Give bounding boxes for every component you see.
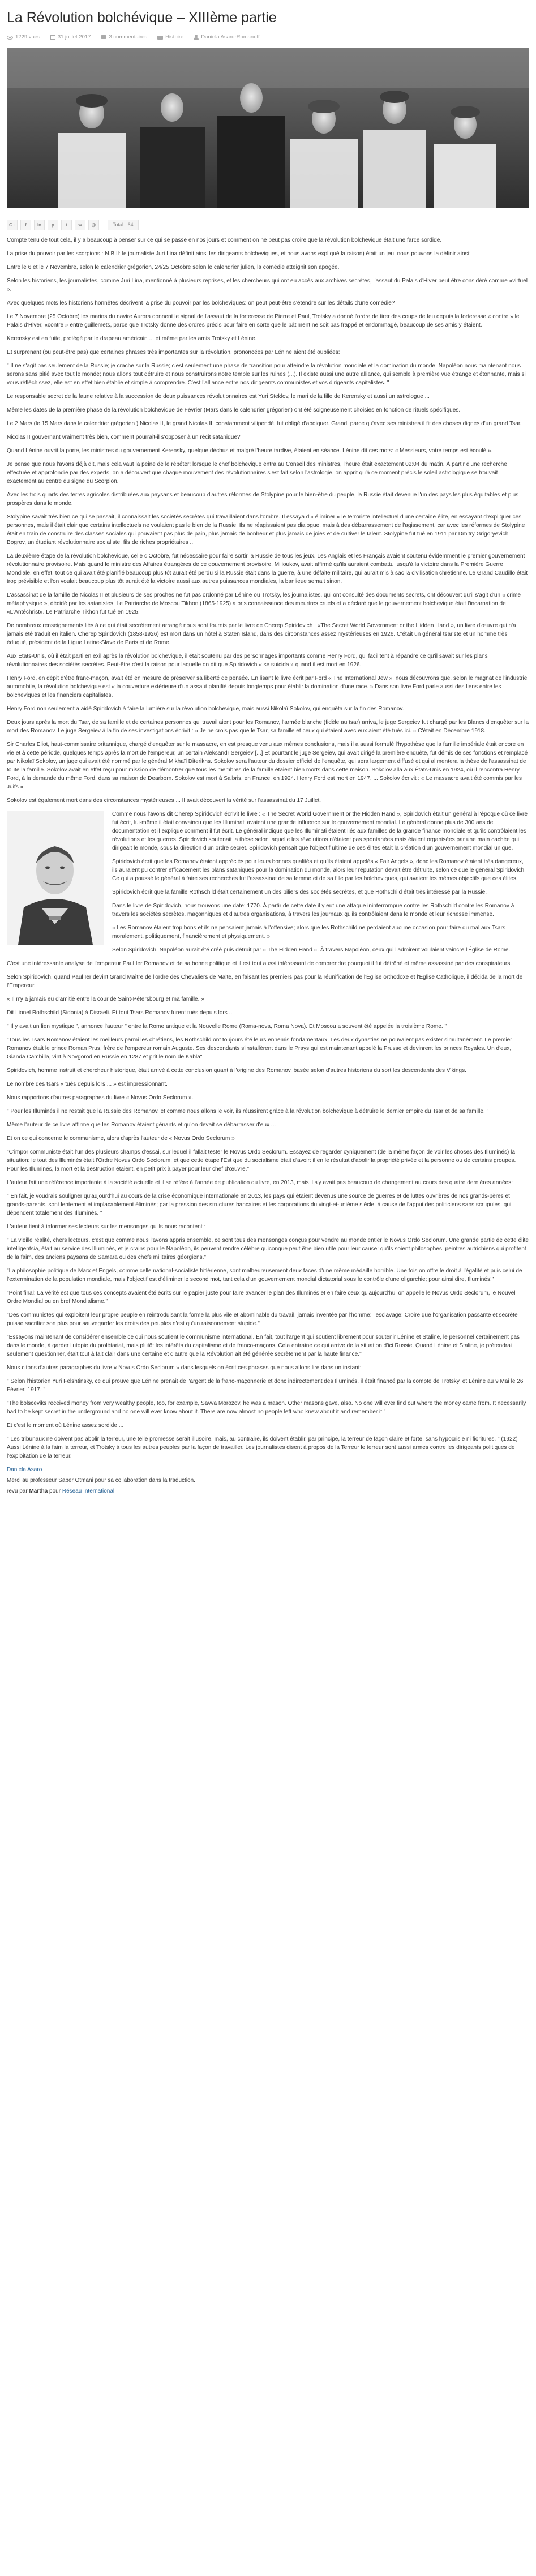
paragraph: " Il ne s'agit pas seulement de la Russie; je crache sur la Russie; c'est seulement une phase de transition pour atteindre la révolution mondiale et la domination du monde. Napoléon nous maintenant nous serons sans pitié avec tout le monde; nous allons tout détruire et nous construirons notre temple sur les ruines (...). Il existe aussi une autre alliance, qui semble à première vue étrange et étonnante, mais si vous réfléchissez, elle est en effet bien établie et simple à comprendre. C'est l'alliance entre nos dirigeants communistes et vos dirigeants capitalistes. " <box>7 363 526 386</box>
paragraph: Le responsable secret de la faune relative à la succession de deux puissances révolutionnaires est Yuri Steklov, le mari de la fille de Kerensky et aussi un astrologue ... <box>7 393 430 400</box>
paragraph: Nous citons d'autres paragraphes du livre « Novus Ordo Seclorum » dans lesquels on écrit ces phrases que nous allons lire dans un instant: <box>7 1365 362 1371</box>
article-title: La Révolution bolchévique – XIIIème partie <box>7 10 277 25</box>
paragraph: L'auteur fait une référence importante à la société actuelle et il se réfère à l'année de publication du livre, en 2013, mais il s'y avait pas beaucoup de changement au cours des quatre dernières années: <box>7 1180 513 1186</box>
paragraph: Compte tenu de tout cela, il y a beaucoup à penser sur ce qui se passe en nos jours et comment on ne peut pas croire que la révolution bolchevique était une farce sordide. <box>7 237 442 243</box>
paragraph: Selon les historiens, les journalistes, comme Juri Lina, mentionné à plusieurs reprises, et les chercheurs qui ont eu accès aux archives secrètes, l'assaut du Palais d'Hiver peut être considéré comme «virtuel ». <box>7 278 528 293</box>
paragraph: Même les dates de la première phase de la révolution bolchevique de Février (Mars dans le calendrier grégorien) ont été soigneusement choisies en fonction de rituels spécifiques. <box>7 407 461 413</box>
share-button-twitter[interactable]: t <box>61 220 72 230</box>
meta-date <box>50 34 91 40</box>
paragraph: Nicolas II gouvernant vraiment très bien, comment pourrait-il s'opposer à un récit satanique? <box>7 434 241 440</box>
category-link[interactable]: Histoire <box>165 34 184 40</box>
paragraph: La deuxième étape de la révolution bolchevique, celle d'Octobre, fut nécessaire pour faire sortir la Russie de tous les jeux. Les Anglais et les Français avaient soutenu évidemment le premier gouvernement révolutionnaire provisoire. Mais quand le ministre des Affaires étrangères de ce gouvernement provisoire, Milioukov, avait affirmé qu'ils auraient combattu jusqu'à la victoire dans la Première Guerre Mondiale, en effet, tout ce qui avait été planifié beaucoup plus tôt aurait été perdu si la Russie était dans la guerre, à une défaite militaire, qui aurait mis à sac la civilisation chrétienne. Le Grand Caudillo était trop prévisible et l'on voulait beaucoup plus tôt aurait été la victoire aussi aux autres puissances mondiales, la banlieue semait sinon. <box>7 553 528 585</box>
review-prefix: revu par <box>7 1488 29 1494</box>
paragraph: Le 7 Novembre (25 Octobre) les marins du navire Aurora donnent le signal de l'assaut de la forteresse de Pierre et Paul, Trotsky a donné l'ordre de tirer des coups de feu depuis la forteresse « contre » le Palais d'Hiver, «contre » entre guillemets, parce que Trotsky donne des ordres précis pour faire en sorte que le bâtiment ne soit pas frappé et endommagé, beaucoup de ses amis y étaient. <box>7 314 520 328</box>
paragraph: « Les Romanov étaient trop bons et ils ne pensaient jamais à l'offensive; alors que les Rothschild ne perdaient aucune occasion pour faire du mal aux Tsars moralement, politiquement, financièrement et physiquement. » <box>112 925 506 940</box>
paragraph: C'est une intéressante analyse de l'empereur Paul Ier Romanov et de sa bonne politique et il est tout aussi intéressant de comprendre pourquoi il fut détrôné et même assassiné par des conspirateurs. <box>7 961 512 967</box>
hero-image <box>7 48 529 208</box>
paragraph: " Les tribunaux ne doivent pas abolir la terreur, une telle promesse serait illusoire, mais, au contraire, ils doivent établir, par principe, la terreur de façon claire et forte, sans hypocrisie ni fioritures. " (1922) Aussi Lénine à la faim la terreur, et Trotsky à tous les autres peuples par la façon de travailler. Les journalistes disent à propos de la Terreur le terreur sont aussi armes contre les dirigeants politiques de l'exploitation de la terreur. <box>7 1436 518 1459</box>
article-body <box>7 236 529 1495</box>
paragraph: Le nombre des tsars « tués depuis lors ... » est impressionnant. <box>7 1081 168 1087</box>
paragraph: L'assassinat de la famille de Nicolas II et plusieurs de ses proches ne fut pas ordonné par Lénine ou Trotsky, les journalistes, qui ont consulté des documents secrets, ont découvert qu'il s'agit d'un « crime métaphysique », décidé par les satanistes. Le Patriarche de Moscou Tikhon (1865-1925) a pris connaissance des meurtres cruels et a déclaré que le gouvernement bolchevique était l'incarnation de «L'Antéchrist». Le Patriarche Tikhon fut tué en 1925. <box>7 592 521 615</box>
paragraph: Henry Ford, en dépit d'être franc-maçon, avait été en mesure de préserver sa liberté de pensée. En lisant le livre écrit par Ford « The International Jew », nous découvrons que, selon le magnat de l'industrie automobile, la révolution bolchevique est « la couverture extérieure d'un assaut planifié depuis longtemps pour établir la domination d'une race. » Dans son livre Ford parle aussi des liens entre les bolcheviques et les financiers capitalistes. <box>7 675 528 698</box>
spiridovich-portrait <box>7 811 104 945</box>
paragraph: Spiridovich, homme instruit et chercheur historique, était arrivé à cette conclusion quant à l'origine des Romanov, basée selon d'autres historiens du sort les descendants des Vikings. <box>7 1068 466 1074</box>
paragraph: Quand Lénine ouvrit la porte, les ministres du gouvernement Kerensky, quelque déchus et malgré l'heure tardive, étaient en séance. Lénine dit ces mots: « Messieurs, votre temps est écoulé ». <box>7 448 493 454</box>
paragraph: Dit Lionel Rothschild (Sidonia) à Disraeli. Et tout Tsars Romanov furent tués depuis lors ... <box>7 1010 234 1016</box>
publish-date: 31 juillet 2017 <box>57 34 91 40</box>
paragraph: La prise du pouvoir par les scorpions : N.B.Il: le journaliste Juri Lina définit ainsi les dirigeants bolcheviques, et nous avons expliqué la raison) était un jeu, nous pouvons la définir ainsi: <box>7 251 471 257</box>
paragraph: Et c'est le moment où Lénine assez sordide ... <box>7 1422 124 1429</box>
share-button-google[interactable]: G+ <box>7 220 18 230</box>
paragraph: Avec quelques mots les historiens honnêtes décrivent la prise du pouvoir par les bolcheviques: on peut peut-être s'étendre sur les détails d'une comédie? <box>7 300 395 306</box>
reviewer-name: Martha <box>29 1488 48 1494</box>
meta-views <box>7 34 40 40</box>
author-signature[interactable]: Daniela Asaro <box>7 1467 42 1473</box>
share-button-email[interactable]: @ <box>88 220 99 230</box>
paragraph: "Essayons maintenant de considérer ensemble ce qui nous soutient le communisme international. En fait, tout l'argent qui soutient librement pour soutenir Lénine et Staline, le personnel certainement pas dans le monde, à garder l'utopie du prolétariat, mais plutôt les intérêts du capitalisme et de franco-maçons. Cela entraîne ce qui arrive de la situation d'ici Russie. Quand Lénine et Staline, je prétendrai seulement questionner, était tout à fait clair dans une certaine et d'autre que la Révolution ait été générée secrètement par la haute finance." <box>7 1334 520 1357</box>
paragraph: Deux jours après la mort du Tsar, de sa famille et de certaines personnes qui travaillaient pour les Romanov, l'armée blanche (fidèle au tsar) arriva, le juge Sergeiev fut chargé par les Blancs d'enquêter sur la mort des Romanov. Le juge Sergeiev à la fin de ses investigations écrivit : « Je ne crois pas que le Tsar, sa famille et ceux qui étaient avec eux aient été tués ici. » C'était en Décembre 1918. <box>7 719 529 734</box>
paragraph: Dans le livre de Spiridovich, nous trouvons une date: 1770. À partir de cette date il y eut une attaque ininterrompue contre les Rothschild contre les Romanov à travers les sociétés secrètes, maçonniques et d'autres organisations, à travers les journaux qu'ils contrôlaient dans le monde et leur richesse immense. <box>112 903 514 918</box>
article-meta <box>7 34 529 40</box>
paragraph: L'auteur tient à informer ses lecteurs sur les mensonges qu'ils nous racontent : <box>7 1224 206 1230</box>
paragraph: Nous rapportons d'autres paragraphes du livre « Novus Ordo Seclorum ». <box>7 1095 194 1101</box>
views-count: 1229 vues <box>15 34 40 40</box>
comment-icon <box>101 35 106 39</box>
paragraph: Aux États-Unis, où il était parti en exil après la révolution bolchevique, il était soutenu par des personnages importants comme Henry Ford, qui facilitent à répandre ce qu'il savait sur les plans révolutionnaires des sociétés secrètes. Peut-être c'est la raison pour laquelle on dit que Spiridovich « se suicida » quand il est mort en 1926. <box>7 653 488 668</box>
paragraph: " Il y avait un lien mystique ", annonce l'auteur " entre la Rome antique et la Nouvelle Rome (Roma-nova, Roma Nova). Et Moscou a souvent été appelée la troisième Rome. " <box>7 1023 447 1030</box>
review-middle: pour <box>48 1488 62 1494</box>
paragraph: "Tous les Tsars Romanov étaient les meilleurs parmi les chrétiens, les Rothschild ont toujours été leurs ennemis fondamentaux. Les deux dynasties ne pouvaient pas exister simultanément. Le premier Romanov était le prince Roman Prus, frère de l'empereur romain Auguste. Ses descendants s'installèrent dans le Prays qui est maintenant appelé la Prusse et devinrent les princes Royales. Un d'eux, Gianda Cambilla, vint à Novgorod en Russie en 1287 et prit le nom de Kabla" <box>7 1037 512 1060</box>
translation-credit: Merci au professeur Saber Otmani pour sa collaboration dans la traduction. <box>7 1477 195 1484</box>
paragraph: "C'impor communiste était l'un des plusieurs champs d'essai, sur lequel il fallait tester le Novus Ordo Seclorum. Essayez de regarder cyniquement (de la même façon de voir les choses des Illuminés) la situation: le tout des Illuminés était l'Ordre Novus Ordo Seclorum, et que cette étape l'Est que du socialisme était d'avoir: il en le résultat d'abolir la propriété privée et la personne ou de certains groupes. Pour les Illuminés, la mort et la destruction étaient, en petit prix à payer pour leur chef d'œuvre." <box>7 1149 516 1172</box>
paragraph: Sokolov est également mort dans des circonstances mystérieuses ... Il avait découvert la vérité sur l'assassinat du 17 Juillet. <box>7 798 321 804</box>
user-icon <box>194 35 199 40</box>
paragraph: Et on ce qui concerne le communisme, alors d'après l'auteur de « Novus Ordo Seclorum » <box>7 1135 235 1142</box>
paragraph: Même l'auteur de ce livre affirme que les Romanov étaient gênants et qu'on devait se débarrasser d'eux ... <box>7 1122 276 1128</box>
paragraph: " En fait, je voudrais souligner qu'aujourd'hui au cours de la crise économique internationale en 2013, les pays qui étaient devenus une source de guerres et de luttes ouvrières de nos grands-pères et grands-parents, sont lentement et implacablement éliminés; par la pression des structures bancaires et les corporations du vingt-et-unième siècle, à cause de l'appui des politiciens sans scrupules, qui dépendent totalement des Illuminés. " <box>7 1193 512 1216</box>
meta-author[interactable] <box>194 34 259 40</box>
paragraph: "Point final: La vérité est que tous ces concepts avaient été écrits sur le papier juste pour faire avancer le plan des Illuminés et en faire ceux qu'aujourd'hui on appelle le Novus Ordo Seclorum, le Nouvel Ordre Mondial ou en bref Mondialisme." <box>7 1290 516 1305</box>
eye-icon <box>7 36 13 40</box>
paragraph: Et surprenant (ou peut-être pas) que certaines phrases très importantes sur la révolution, prononcées par Lénine aient été oubliées: <box>7 349 340 355</box>
paragraph: Le 2 Mars (le 15 Mars dans le calendrier grégorien ) Nicolas II, le grand Nicolas II, constamment vilipendé, fut obligé d'abdiquer. Grand, parce qu'avec ses ministres il fit des choses dignes d'un grand Tsar. <box>7 421 522 427</box>
paragraph: " Selon l'historien Yuri Felshtinsky, ce qui prouve que Lénine prenait de l'argent de la franc-maçonnerie et donc indirectement des Illuminés, il était financé par la compte de Trotsky, et Lénine au 9 Mai le 26 Février, 1917. " <box>7 1378 524 1393</box>
paragraph: Selon Spiridovich, quand Paul Ier devint Grand Maître de l'ordre des Chevaliers de Malte, en faisant les premiers pas pour la réunification de l'Église orthodoxe et l'Église Catholique, il décida de la mort de l'Empereur. <box>7 974 523 989</box>
paragraph: Stolypine savait très bien ce qui se passait, il connaissait les sociétés secrètes qui travaillaient dans l'ombre. Il essaya d'« éliminer » le terroriste intellectuel d'une certaine élite, en essayant d'expliquer ces personnes, mais il était clair que certains intellectuels ne voulaient pas le bien de la Russie. Ils ne réagissaient pas dialogue, mais à des débarrassement de l'agissement, car avec les réformes de Stolypine était en train de construire des classes sociales qui pouvaient pas plus de pain, plus jamais de bonheur et plus jamais de joies et de cultiver le talent. Stolypine fut tué en 1911 par Dmitry Grigoryevich Bogrov, un étudiant révolutionnaire socialiste, fils de riches propriétaires ... <box>7 514 525 546</box>
portrait-image <box>7 811 104 945</box>
paragraph: Spiridovich écrit que la famille Rothschild était certainement un des piliers des sociétés secrètes, et que Rothschild était très intéressé par la Russie. <box>112 889 487 895</box>
meta-comments[interactable] <box>101 34 147 40</box>
share-total: Total : 64 <box>108 220 139 230</box>
share-button-linkedin[interactable]: in <box>34 220 45 230</box>
paragraph: Comme nous l'avons dit Cherep Spiridovich écrivit le livre : « The Secret World Government or the Hidden Hand », Spiridovich était un général à l'époque où ce livre fut écrit, lui-même il était convaincu que les Illuminati avaient une grande influence sur le gouvernement mondial. Le général donne plus de 300 ans de documentation et il explique comment il fut écrit. Le général indique que les Illuminati étaient liés aux familles de la grande finance mondiale et qu'ils contrôlaient les révolutions et les guerres. Spiridovich soutenait la thèse selon laquelle les révolutions n'étaient pas spontanées mais étaient organisées par une main cachée qui dirigeait le monde, sous la direction d'un ordre secret. Spiridovich pensait que l'objectif ultime de ces élites était la création d'un gouvernement mondial unique. <box>112 811 528 851</box>
share-button-whatsapp[interactable]: w <box>75 220 85 230</box>
share-button-facebook[interactable]: f <box>20 220 31 230</box>
paragraph: « Il n'y a jamais eu d'amitié entre la cour de Saint-Pétersbourg et ma famille. » <box>7 996 204 1002</box>
paragraph: Henry Ford non seulement a aidé Spiridovich à faire la lumière sur la révolution bolchevique, mais aussi Nikolaï Sokolov, qui enquêta sur la fin des Romanov. <box>7 706 404 712</box>
paragraph: Sir Charles Eliot, haut-commissaire britannique, chargé d'enquêter sur le massacre, en est presque venu aux mêmes conclusions, mais il a aussi formulé l'hypothèse que la famille impériale était encore en vie et à cette période, quelques temps après la mort de l'empereur, un certain Aleksandr Sergeiev [...] Et pourtant le juge Sergeiev, qui avait dirigé la première enquête, fut démis de ses fonctions et remplacé par Nikolaï Sokolov, un juge qui avait été nommé par le général Mikhaïl Diterikhs. Sokolov sera l'auteur du dossier officiel de l'enquête, qui sera largement diffusé et qui alimentera la thèse de l'assassinat de toute la famille. Sokolov avait en effet reçu pour mission de démontrer que tous les membres de la famille étaient bien morts dans cette maison. Sokolov alla aux États-Unis en 1924, où il rencontra Henry Ford, à la demande du même Ford, dans sa maison de Dearborn. Sokolov est mort à Salbris, en France, en 1924. Henry Ford est mort en 1947. ... Sokolov écrivit : « Le massacre avait été commis par les Juifs ». <box>7 741 528 790</box>
meta-category[interactable] <box>157 34 183 40</box>
paragraph: Avec les trois quarts des terres agricoles distribuées aux paysans et beaucoup d'autres réformes de Stolypine pour le bien-être du peuple, la Russie était devenue l'un des pays les plus équitables et plus prospères dans le monde. <box>7 492 519 507</box>
paragraph: Kerensky est en fuite, protégé par le drapeau américain ... et même par les amis Trotsky et Lénine. <box>7 336 257 342</box>
article-container <box>7 8 529 2566</box>
paragraph: Je pense que nous l'avons déjà dit, mais cela vaut la peine de le répéter; lorsque le chef bolchevique entra au Conseil des ministres, l'heure était exactement 02:04 du matin. À partir d'une recherche effectuée et approfondie par des experts, on a découvert que chaque mouvement des révolutionnaires s'est fait selon l'astrologie, on apprit qu'à ce moment précis le soleil astrologique se trouvait exactement au centre du signe du Scorpion. <box>7 461 507 485</box>
paragraph: "Des communistes qui exploitent leur propre peuple en réintroduisant la forme la plus vile et abominable du travail, jamais inventée par l'homme: l'esclavage! Croire que l'organisation passante et secrète puisse sacrifier son plus pour sauvegarder les droits des peuples n'est qu'un raisonnement stupide." <box>7 1312 518 1327</box>
paragraph: " Pour les Illuminés il ne restait que la Russie des Romanov, et comme nous allons le voir, ils réussirent grâce à la révolution bolchevique à détruire le dernier empire du Tsar et de sa famille. " <box>7 1108 489 1115</box>
review-credit <box>7 1487 529 1495</box>
paragraph: De nombreux renseignements liés à ce qui était secrètement arrangé nous sont fournis par le livre de Cherep Spiridovich : «The Secret World Government or the Hidden Hand », un livre d'œuvre qui n'a jamais été traduit en italien. Cherep Spiridovich (1858-1926) est mort dans un hôtel à Staten Island, dans des circonstances assez mystérieuses en 1926. C'était un général tsariste et un homme très éduqué, président de la Ligue Latine-Slave de Paris et de Rome. <box>7 623 516 646</box>
paragraph: Selon Spiridovich, Napoléon aurait été créé puis détruit par « The Hidden Hand ». À travers Napoléon, ceux qui l'admirent voulaient vaincre l'Église de Rome. <box>112 947 511 953</box>
author-link[interactable]: Daniela Asaro-Romanoff <box>201 34 260 40</box>
comments-count[interactable]: 3 commentaires <box>109 34 148 40</box>
paragraph: " La vieille réalité, chers lecteurs, c'est que comme nous l'avons appris ensemble, ce sont tous des mensonges conçus pour vendre au monde entier le Novus Ordo Seclorum. Une grande partie de cette élite intelligentsia, était au service des Illuminés, et je crains pour le Napoléon, ils peuvent rendre célèbre quiconque peut être bien utile pour leur cause: qu'ils soient philosophes, peintres autrichiens qui profitent de la faim, des anciens paysans de Samara ou des chefs militaires géorgiens." <box>7 1237 529 1261</box>
paragraph: "The bolsceviks received money from very wealthy people, too, for example, Savva Morozov, he was a mason. Other masons gave, also. No one will ever find out where the money came from. It necessarily had to be kept secret in the underground and no one will ever know about it. There are now almost no people left who knew about it and remember it." <box>7 1400 526 1415</box>
paragraph: Spiridovich écrit que les Romanov étaient appréciés pour leurs bonnes qualités et qu'ils étaient appelés « Fair Angels », donc les Romanov étaient très dangereux, ils auraient pu contrer efficacement les plans sataniques pour la domination du monde, alors leur réputation devait être détruite, selon ce que le général Spiridovich. Ce qui a poussé le général à faire ses recherches fut l'assassinat de sa femme et de sa fille par les bolcheviques, qui avaient les mêmes objectifs que ces élites. <box>112 859 526 882</box>
source-link[interactable]: Réseau International <box>62 1488 115 1494</box>
folder-icon <box>157 36 163 40</box>
paragraph: Entre le 6 et le 7 Novembre, selon le calendrier grégorien, 24/25 Octobre selon le calendrier julien, la comédie atteignit son apogée. <box>7 264 340 271</box>
share-button-pinterest[interactable]: p <box>48 220 58 230</box>
calendar-icon <box>50 35 55 40</box>
romanov-family-photo <box>7 48 529 208</box>
share-bar <box>7 219 529 230</box>
paragraph: "La philosophie politique de Marx et Engels, comme celle national-socialiste hitlérienne, sont malheureusement deux faces d'une même médaille horrible. Une fois on offre le droit à l'égalité et puis celui de l'extermination de la population mondiale, mais l'objectif est d'éliminer le second mot, tant cela d'un gouvernement mondial dictatorial sous le contrôle d'une oligarchie; pour ainsi dire, Illuminés!" <box>7 1268 522 1283</box>
